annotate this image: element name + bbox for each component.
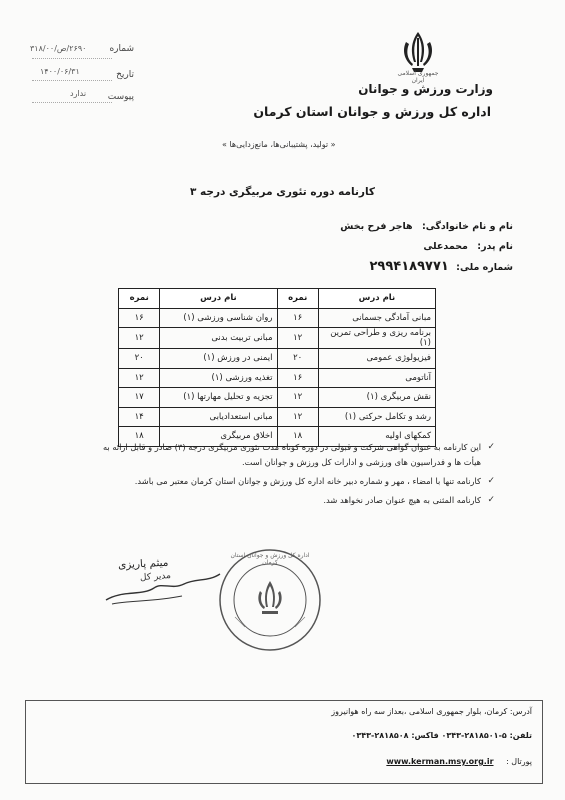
table-header-row (119, 289, 436, 309)
attachment-dotted-line (32, 102, 112, 103)
footer-phone: تلفن: ۵-۲۸۱۸۵۰۱-۰۳۴۳ فاکس: ۲۸۱۸۵۰۸-۰۳۴۳ (351, 731, 532, 740)
name-field (340, 221, 513, 232)
course-name: مبانی آمادگی جسمانی (318, 308, 435, 328)
date-value (40, 67, 86, 77)
course-name: مبانی تربیت بدنی (160, 328, 277, 349)
course-name: مبانی استعدادیابی (160, 407, 277, 427)
grades-table (118, 288, 436, 447)
portal-label: پورتال : (506, 757, 532, 766)
gov-label: جمهوری اسلامی ایران (397, 70, 439, 84)
course-grade: ۱۲ (119, 368, 160, 388)
course-grade: ۱۴ (119, 407, 160, 427)
course-grade: ۲۰ (277, 349, 318, 369)
stamp-text: اداره کل ورزش و جوانان استان کرمان (230, 552, 310, 566)
national-id-field (369, 259, 513, 274)
handwritten-signature-icon (92, 560, 232, 610)
number-dotted-line (32, 58, 112, 59)
signer-name: میثم پاریزی (117, 556, 169, 572)
course-grade: ۱۶ (277, 368, 318, 388)
iran-emblem-icon (398, 28, 438, 76)
course-name: آناتومی (318, 368, 435, 388)
course-grade: ۱۶ (119, 308, 160, 328)
course-name: کمکهای اولیه (318, 427, 435, 447)
table-row (119, 308, 436, 328)
footer-portal (386, 757, 532, 766)
table-row (119, 368, 436, 388)
check-icon: ✓ (487, 476, 495, 486)
course-name: نقش مربیگری (۱) (318, 388, 435, 408)
course-name: برنامه ریزی و طراحی تمرین (۱) (318, 328, 435, 349)
table-header: نام درس (160, 289, 277, 309)
course-grade: ۱۲ (277, 388, 318, 408)
attachment-label: پیوست (107, 92, 134, 102)
course-name: اخلاق مربیگری (160, 427, 277, 447)
table-row (119, 388, 436, 408)
slogan: « تولید، پشتیبانی‌ها، مانع‌زدایی‌ها » (222, 140, 336, 149)
note-text: کارنامه تنها با امضاء ، مهر و شماره دبیر خانه اداره کل ورزش و جوانان استان کرمان معتبر می باشد. (134, 476, 481, 486)
course-name: رشد و تکامل حرکتی (۱) (318, 407, 435, 427)
course-grade: ۱۶ (277, 308, 318, 328)
name-label: نام و نام خانوادگی: (421, 221, 513, 232)
table-row (119, 349, 436, 369)
office-name: اداره کل ورزش و جوانان استان کرمان (253, 104, 491, 119)
date-dotted-line (32, 80, 112, 81)
father-label: نام پدر: (477, 241, 513, 252)
footer-address: آدرس: کرمان، بلوار جمهوری اسلامی ،بعداز سه راه هوانیروز (331, 707, 532, 716)
portal-link[interactable]: www.kerman.msy.org.ir (386, 757, 494, 766)
father-value: محمدعلی (423, 241, 468, 252)
course-grade: ۱۲ (277, 407, 318, 427)
date-value-text: ۱۴۰۰/۰۶/۳۱ (40, 67, 80, 76)
table-header: نام درس (318, 289, 435, 309)
course-name: روان شناسی ورزشی (۱) (160, 308, 277, 328)
attachment-value (70, 89, 92, 99)
note-text: این کارنامه به عنوان گواهی شرکت و قبولی در دوره کوتاه مدت تئوری مربیگری درجه (۳) صادر و قابل ارائه به هیأت ها و فدراسیون های ورزشی و ادارات کل ورزش و جوانان است. (102, 442, 481, 467)
check-icon: ✓ (487, 442, 495, 452)
course-grade: ۱۸ (277, 427, 318, 447)
number-value (30, 44, 92, 54)
number-label: شماره (109, 44, 134, 54)
name-value: هاجر فرح بخش (340, 221, 413, 232)
table-header: نمره (277, 289, 318, 309)
number-value-text: ۲۶۹۰/ص/۳۱۸/۰۰ (30, 44, 87, 53)
footer (25, 700, 543, 784)
course-name: تجزیه و تحلیل مهارتها (۱) (160, 388, 277, 408)
notes-list (95, 440, 495, 508)
course-grade: ۱۷ (119, 388, 160, 408)
national-id-value: ۲۹۹۴۱۸۹۷۷۱ (369, 259, 449, 274)
table-row (119, 407, 436, 427)
course-grade: ۲۰ (119, 349, 160, 369)
note-item (95, 440, 495, 470)
document-title: کارنامه دوره تئوری مربیگری درجه ۳ (189, 186, 376, 198)
course-name: فیزیولوژی عمومی (318, 349, 435, 369)
note-text: کارنامه المثنی به هیچ عنوان صادر نخواهد شد. (323, 495, 481, 505)
note-item (95, 493, 495, 508)
course-name: تغذیه ورزشی (۱) (160, 368, 277, 388)
signer-title: مدیر کل (139, 570, 172, 584)
note-item (95, 474, 495, 489)
table-row (119, 328, 436, 349)
ministry-name: وزارت ورزش و جوانان (358, 82, 493, 96)
father-field (423, 241, 513, 252)
attachment-value-text: ندارد (70, 89, 87, 98)
check-icon: ✓ (487, 495, 495, 505)
national-id-label: شماره ملی: (456, 262, 513, 273)
date-label: تاریخ (116, 70, 134, 80)
course-name: ایمنی در ورزش (۱) (160, 349, 277, 369)
course-grade: ۱۸ (119, 427, 160, 447)
table-header: نمره (119, 289, 160, 309)
course-grade: ۱۲ (277, 328, 318, 349)
course-grade: ۱۲ (119, 328, 160, 349)
